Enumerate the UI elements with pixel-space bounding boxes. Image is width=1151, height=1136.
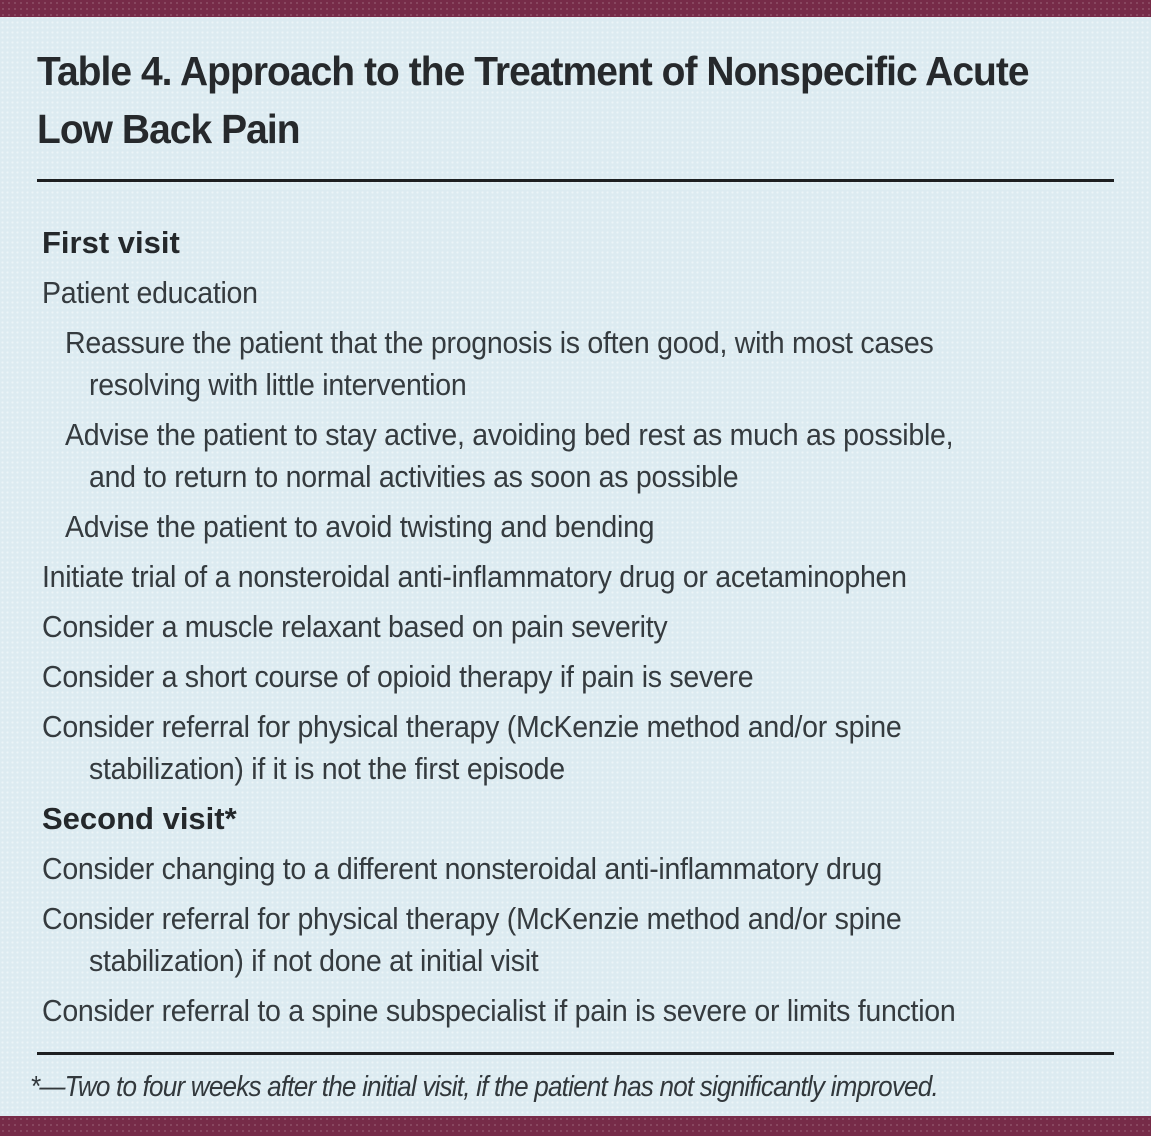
bottom-accent-bar — [0, 1116, 1151, 1136]
table-row-line: Initiate trial of a nonsteroidal anti-inflammatory drug or acetaminophen — [42, 559, 907, 594]
table-row — [37, 656, 1114, 698]
table-row-line: Consider a short course of opioid therapy if pain is severe — [42, 659, 754, 694]
table-row-line: resolving with little intervention — [89, 367, 467, 402]
table-title — [37, 47, 1114, 163]
table-row-line: Consider referral to a spine subspecialist if pain is severe or limits function — [42, 993, 956, 1028]
table-row — [37, 556, 1114, 598]
table-title-line-1: Table 4. Approach to the Treatment of Nonspecific Acute — [37, 48, 1029, 94]
top-accent-bar — [0, 0, 1151, 17]
table-row — [37, 990, 1114, 1032]
table-row-line: Patient education — [42, 275, 258, 310]
table-panel — [30, 17, 1114, 1108]
table-row — [37, 272, 1114, 314]
table-row-line: Consider referral for physical therapy (McKenzie method and/or spine — [42, 901, 902, 936]
table-row — [37, 848, 1114, 890]
table-row — [37, 322, 1114, 406]
table-row — [37, 506, 1114, 548]
table-title-line-2: Low Back Pain — [37, 106, 300, 152]
table-body — [37, 222, 1114, 1032]
table-row-line: Consider changing to a different nonsteroidal anti-inflammatory drug — [42, 851, 882, 886]
section-heading: Second visit* — [42, 801, 237, 836]
footnote-divider-rule — [37, 1052, 1114, 1055]
table-row-line: Advise the patient to avoid twisting and bending — [65, 509, 655, 544]
table-row-line: Reassure the patient that the prognosis is often good, with most cases — [65, 325, 934, 360]
table-row — [37, 414, 1114, 498]
table-row — [37, 606, 1114, 648]
section-heading: First visit — [42, 225, 180, 260]
table-row-line: Consider referral for physical therapy (McKenzie method and/or spine — [42, 709, 902, 744]
table-row — [37, 898, 1114, 982]
table-row-line: Advise the patient to stay active, avoiding bed rest as much as possible, — [65, 417, 954, 452]
table-footnote: *—Two to four weeks after the initial visit, if the patient has not significantly improved. — [30, 1071, 938, 1103]
table-row-line: stabilization) if not done at initial visit — [89, 943, 539, 978]
title-divider-rule — [37, 179, 1114, 182]
table-row-line: Consider a muscle relaxant based on pain severity — [42, 609, 668, 644]
table-row — [37, 706, 1114, 790]
table-row-line: stabilization) if it is not the first episode — [89, 751, 565, 786]
table-row-line: and to return to normal activities as soon as possible — [89, 459, 739, 494]
